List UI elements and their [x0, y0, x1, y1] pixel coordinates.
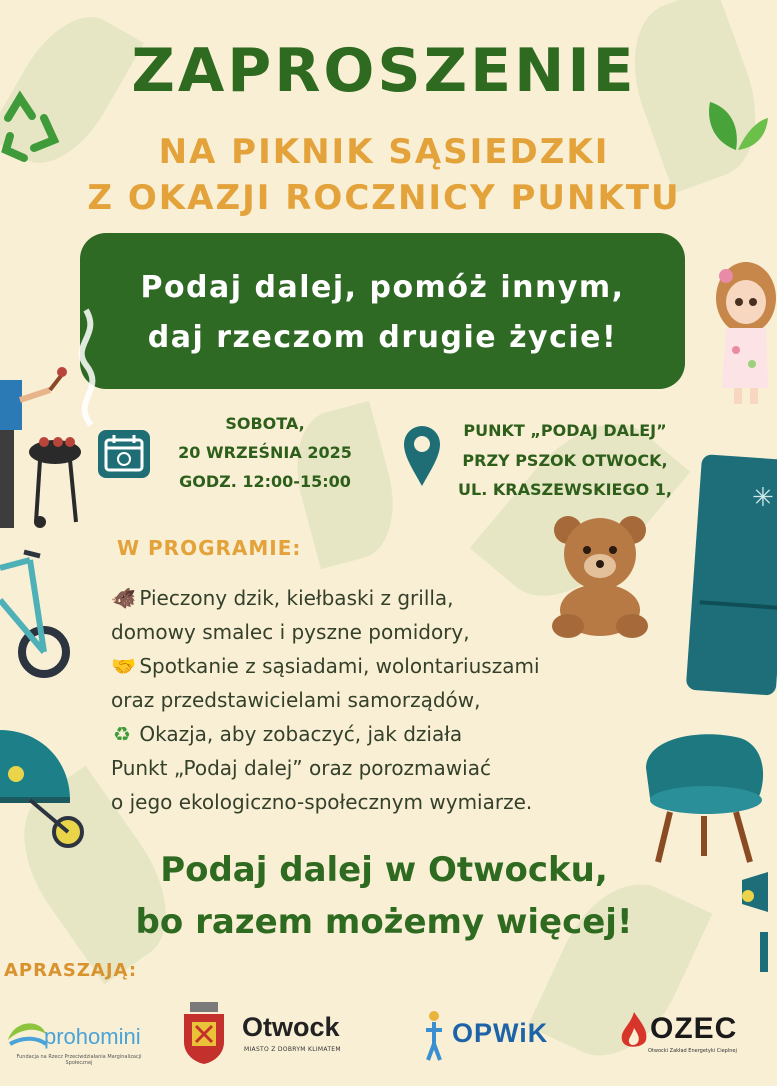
prohomini-subtitle: Fundacja na Rzecz Przeciwdziałania Marginalizacji Społecznej	[16, 1054, 142, 1066]
program-item-3: ♻ Okazja, aby zobaczyć, jak działa	[111, 722, 462, 746]
stroller-illustration	[0, 720, 92, 860]
location-pin-icon	[402, 424, 442, 488]
svg-text:✳: ✳	[752, 483, 774, 513]
otwock-name: Otwock	[242, 1012, 340, 1042]
page-title: ZAPROSZENIE	[131, 36, 637, 106]
program-item-2: 🤝 Spotkanie z sąsiadami, wolontariuszami	[111, 654, 540, 678]
bicycle-illustration	[0, 540, 76, 680]
program-item-1-cont: domowy smalec i pyszne pomidory,	[111, 620, 470, 644]
ozec-subtitle: Otwocki Zakład Energetyki Cieplnej	[648, 1048, 737, 1054]
fridge-illustration	[666, 452, 774, 697]
partners-label: APRASZAJĄ:	[4, 960, 138, 981]
ozec-flame-icon	[620, 1012, 648, 1050]
prohomini-logo	[4, 1010, 154, 1066]
subtitle-line-2: Z OKAZJI ROCZNICY PUNKTU	[87, 178, 681, 218]
program-item-2-cont: oraz przedstawicielami samorządów,	[111, 688, 481, 712]
program-item-3-cont-2: o jego ekologiczno-społecznym wymiarze.	[111, 790, 533, 814]
slogan-line-1: Podaj dalej, pomóż innym,	[140, 270, 625, 305]
opwik-figure-icon	[424, 1010, 444, 1062]
ozec-name: OZEC	[650, 1012, 738, 1045]
otwock-tagline: MIASTO Z DOBRYM KLIMATEM	[244, 1046, 341, 1053]
grill-man-illustration	[0, 360, 95, 535]
program-item-1: 🐗 Pieczony dzik, kiełbaski z grilla,	[111, 586, 454, 610]
slogan-line-2: daj rzeczom drugie życie!	[147, 320, 618, 355]
event-time: GODZ. 12:00-15:00	[179, 472, 351, 491]
doll-illustration	[712, 258, 768, 408]
event-day: SOBOTA,	[225, 414, 305, 433]
event-place-line-3: UL. KRASZEWSKIEGO 1,	[458, 480, 672, 499]
closing-line-1: Podaj dalej w Otwocku,	[160, 850, 608, 890]
handshake-icon: 🤝	[111, 654, 136, 678]
prohomini-name: prohomini	[44, 1024, 141, 1049]
event-place-line-2: PRZY PSZOK OTWOCK,	[462, 451, 668, 470]
calendar-icon	[96, 428, 152, 480]
subtitle-line-1: NA PIKNIK SĄSIEDZKI	[158, 132, 610, 172]
slogan-box	[80, 233, 685, 389]
event-place-line-1: PUNKT „PODAJ DALEJ”	[463, 421, 667, 440]
opwik-name: OPWiK	[452, 1018, 549, 1048]
program-title: W PROGRAMIE:	[117, 536, 302, 560]
event-date: 20 WRZEŚNIA 2025	[178, 443, 352, 462]
teddy-bear-illustration	[540, 510, 662, 640]
armchair-illustration	[640, 728, 768, 868]
boar-icon: 🐗	[111, 586, 136, 610]
closing-line-2: bo razem możemy więcej!	[135, 902, 633, 942]
recycle-small-icon: ♻	[113, 722, 131, 746]
otwock-crest-icon	[182, 1002, 226, 1064]
program-item-3-cont: Punkt „Podaj dalej” oraz porozmawiać	[111, 756, 491, 780]
